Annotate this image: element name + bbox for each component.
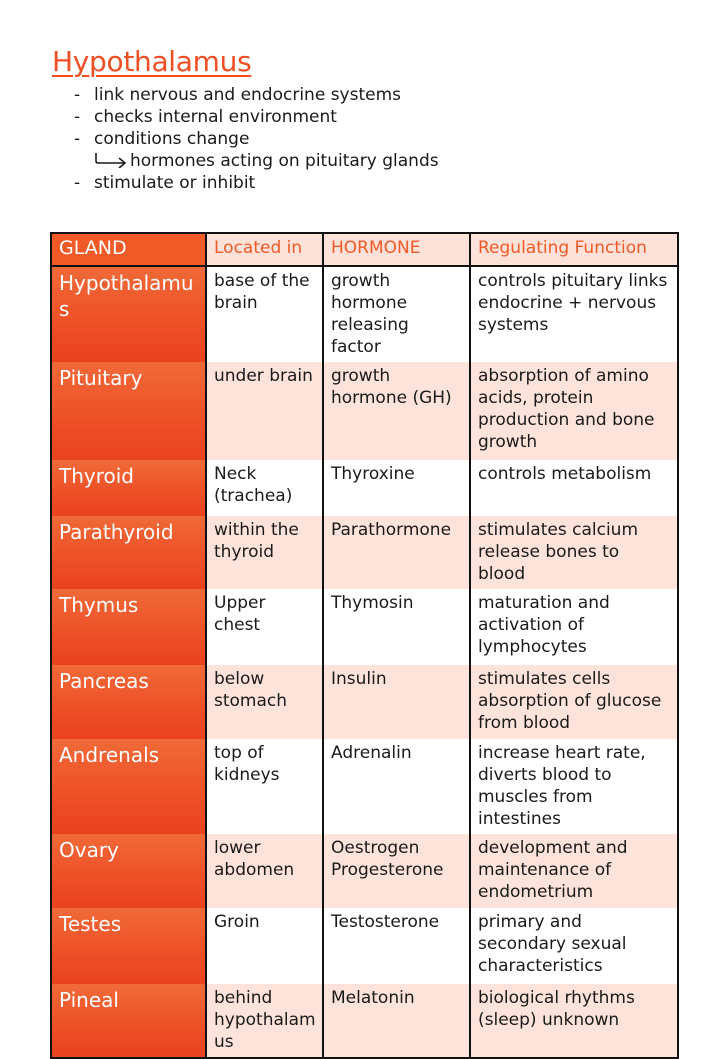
- gland-function: controls metabolism: [470, 460, 678, 516]
- gland-function: development and maintenance of endometrium: [470, 834, 678, 908]
- note-dash: -: [74, 107, 81, 127]
- column-header-function: Regulating Function: [470, 233, 678, 266]
- gland-hormone: Oestrogen Progesterone: [323, 834, 470, 908]
- gland-hormone: Melatonin: [323, 984, 470, 1058]
- gland-hormone: Thymosin: [323, 589, 470, 665]
- table-row: [51, 834, 678, 908]
- note-dash: -: [74, 85, 81, 105]
- gland-name: Ovary: [51, 834, 206, 908]
- gland-location: base of the brain: [206, 266, 323, 362]
- table-row: [51, 516, 678, 589]
- note-item: [74, 84, 439, 106]
- hooked-arrow-icon: [94, 152, 128, 168]
- note-dash: -: [74, 173, 81, 193]
- table-row: [51, 460, 678, 516]
- gland-function: absorption of amino acids, protein production and bone growth: [470, 362, 678, 460]
- note-text: checks internal environment: [94, 107, 337, 127]
- gland-name: Thymus: [51, 589, 206, 665]
- gland-name: Hypothalamus: [51, 266, 206, 362]
- note-text: link nervous and endocrine systems: [94, 85, 402, 105]
- page-title: Hypothalamus: [52, 45, 252, 78]
- gland-location: under brain: [206, 362, 323, 460]
- column-header-location: Located in: [206, 233, 323, 266]
- gland-table: [50, 232, 679, 1059]
- gland-function: controls pituitary links endocrine + nervous systems: [470, 266, 678, 362]
- table-row: [51, 266, 678, 362]
- note-text: hormones acting on pituitary glands: [130, 151, 439, 171]
- gland-name: Pancreas: [51, 665, 206, 739]
- gland-hormone: growth hormone releasing factor: [323, 266, 470, 362]
- gland-hormone: growth hormone (GH): [323, 362, 470, 460]
- gland-function: stimulates cells absorption of glucose from blood: [470, 665, 678, 739]
- gland-hormone: Thyroxine: [323, 460, 470, 516]
- note-subitem: [74, 150, 439, 172]
- note-dash: -: [74, 129, 81, 149]
- table-row: [51, 908, 678, 984]
- gland-function: biological rhythms (sleep) unknown: [470, 984, 678, 1058]
- gland-hormone: Parathormone: [323, 516, 470, 589]
- gland-location: below stomach: [206, 665, 323, 739]
- gland-hormone: Insulin: [323, 665, 470, 739]
- note-item: [74, 128, 439, 150]
- gland-name: Pineal: [51, 984, 206, 1058]
- column-header-gland: GLAND: [51, 233, 206, 266]
- note-text: stimulate or inhibit: [94, 173, 256, 193]
- table-row: [51, 362, 678, 460]
- gland-function: primary and secondary sexual characteristics: [470, 908, 678, 984]
- notes-list: [74, 84, 439, 194]
- note-text: conditions change: [94, 129, 250, 149]
- gland-location: Neck (trachea): [206, 460, 323, 516]
- gland-function: increase heart rate, diverts blood to muscles from intestines: [470, 739, 678, 834]
- table-row: [51, 984, 678, 1058]
- gland-location: within the thyroid: [206, 516, 323, 589]
- gland-location: Groin: [206, 908, 323, 984]
- note-item: [74, 106, 439, 128]
- gland-location: lower abdomen: [206, 834, 323, 908]
- gland-hormone: Testosterone: [323, 908, 470, 984]
- gland-function: stimulates calcium release bones to blood: [470, 516, 678, 589]
- gland-name: Andrenals: [51, 739, 206, 834]
- gland-location: behind hypothalamus: [206, 984, 323, 1058]
- column-header-hormone: HORMONE: [323, 233, 470, 266]
- table-row: [51, 589, 678, 665]
- gland-name: Thyroid: [51, 460, 206, 516]
- note-item: [74, 172, 439, 194]
- gland-name: Parathyroid: [51, 516, 206, 589]
- table-header-row: [51, 233, 678, 266]
- gland-name: Pituitary: [51, 362, 206, 460]
- gland-name: Testes: [51, 908, 206, 984]
- table-row: [51, 739, 678, 834]
- gland-location: top of kidneys: [206, 739, 323, 834]
- gland-function: maturation and activation of lymphocytes: [470, 589, 678, 665]
- table-row: [51, 665, 678, 739]
- gland-hormone: Adrenalin: [323, 739, 470, 834]
- gland-location: Upper chest: [206, 589, 323, 665]
